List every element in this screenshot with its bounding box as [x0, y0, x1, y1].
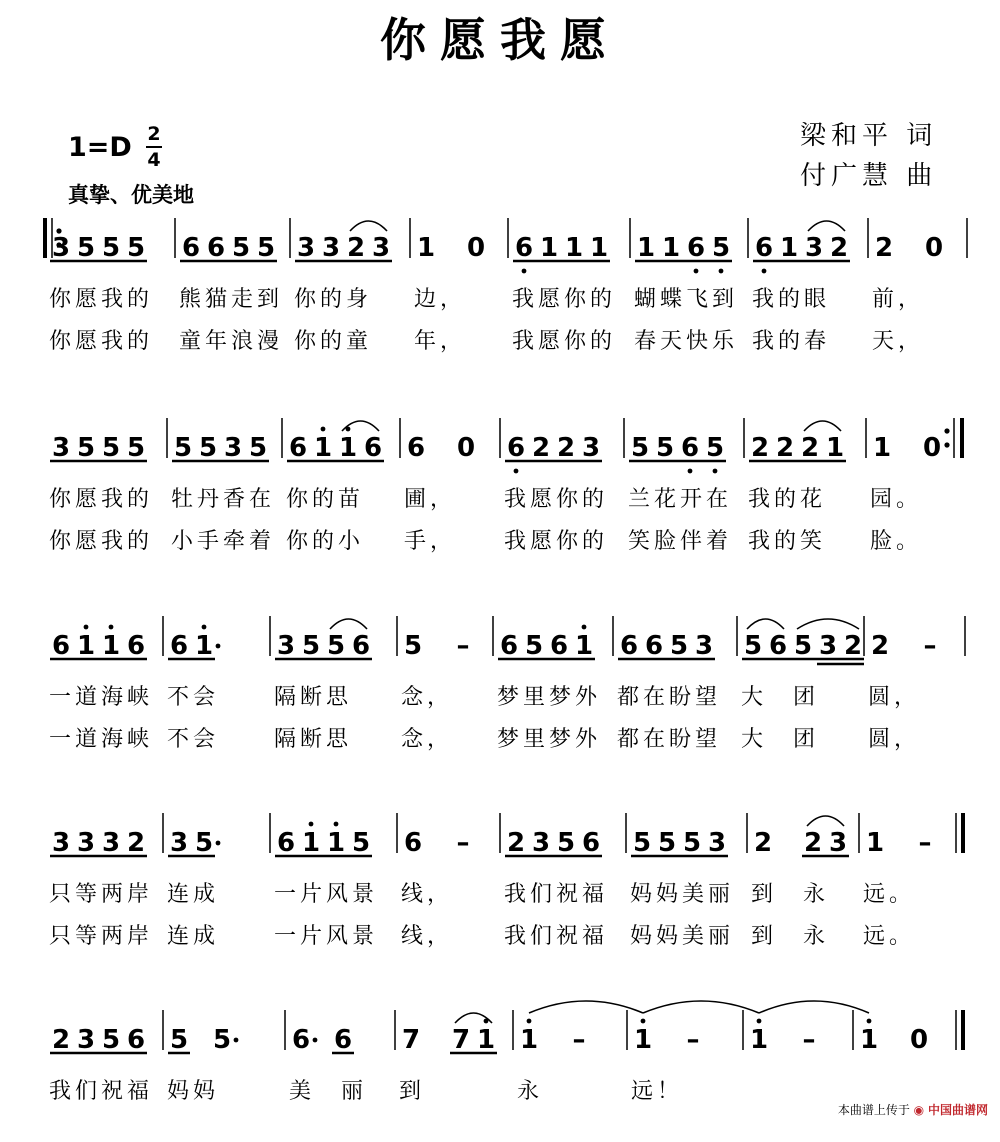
- note-glyph: 1: [589, 233, 609, 263]
- note-glyph: –: [456, 631, 470, 661]
- slur: [330, 619, 367, 629]
- note-glyph: 6: [169, 631, 189, 661]
- note-glyph: 1: [301, 828, 321, 858]
- note-glyph: 6: [768, 631, 788, 661]
- lyric-segment: 妈妈美丽: [630, 924, 735, 949]
- note-glyph: 1: [574, 631, 594, 661]
- augmentation-dot: [216, 644, 221, 649]
- note-glyph: –: [456, 828, 470, 858]
- note-glyph: 5: [212, 1025, 232, 1055]
- note-glyph: 1: [564, 233, 584, 263]
- lyric-segment: 圃，: [404, 487, 457, 512]
- lyric-segment: 到 永: [751, 924, 830, 949]
- note-glyph: 3: [581, 433, 601, 463]
- note-glyph: 5: [101, 433, 121, 463]
- note-glyph: 5: [556, 828, 576, 858]
- note-glyph: 6: [514, 233, 534, 263]
- lyric-segment: 我的眼: [752, 287, 831, 312]
- note-glyph: 6: [291, 1025, 311, 1055]
- note-glyph: 5: [126, 233, 146, 263]
- lyric-segment: 我们祝福: [504, 882, 609, 907]
- note-glyph: 1: [859, 1025, 879, 1055]
- staff-row-3: [0, 598, 1000, 752]
- note-glyph: –: [686, 1025, 700, 1055]
- note-glyph: 2: [775, 433, 795, 463]
- note-glyph: 3: [296, 233, 316, 263]
- tempo-marking: 真挚、优美地: [68, 183, 194, 207]
- lyric-segment: 你的身: [294, 287, 373, 312]
- note-glyph: 3: [76, 1025, 96, 1055]
- note-glyph: 6: [206, 233, 226, 263]
- lyric-segment: 小手牵着: [171, 529, 276, 554]
- note-glyph: 1: [476, 1025, 496, 1055]
- note-glyph: 6: [499, 631, 519, 661]
- low-octave-dot: [762, 269, 767, 274]
- note-glyph: 2: [803, 828, 823, 858]
- note-glyph: 5: [524, 631, 544, 661]
- note-glyph: 5: [248, 433, 268, 463]
- repeat-dot: [944, 428, 949, 433]
- low-octave-dot: [694, 269, 699, 274]
- high-octave-dot: [84, 625, 89, 630]
- lyric-segment: 蝴蝶飞到: [634, 287, 739, 312]
- note-glyph: 5: [655, 433, 675, 463]
- note-glyph: 5: [632, 828, 652, 858]
- note-glyph: 6: [506, 433, 526, 463]
- lyric-segment: 连成: [167, 924, 220, 949]
- footer-brand: 中国曲谱网: [927, 1103, 988, 1117]
- lyric-segment: 远。: [863, 924, 916, 949]
- key-signature: 1=D: [68, 132, 132, 163]
- low-octave-dot: [719, 269, 724, 274]
- note-glyph: 1: [326, 828, 346, 858]
- high-octave-dot: [321, 427, 326, 432]
- note-glyph: 3: [276, 631, 296, 661]
- slur: [797, 619, 859, 629]
- note-glyph: 0: [924, 233, 944, 263]
- note-glyph: 3: [169, 828, 189, 858]
- note-glyph: 5: [101, 1025, 121, 1055]
- lyric-segment: 一片风景: [274, 924, 379, 949]
- lyric-segment: 边，: [414, 287, 467, 312]
- high-octave-dot: [109, 625, 114, 630]
- lyric-segment: 一道海峡: [49, 685, 154, 710]
- high-octave-dot: [334, 822, 339, 827]
- note-glyph: 6: [333, 1025, 353, 1055]
- lyric-segment: 连成: [167, 882, 220, 907]
- note-glyph: 5: [793, 631, 813, 661]
- note-glyph: 2: [843, 631, 863, 661]
- note-glyph: 2: [531, 433, 551, 463]
- lyric-segment: 脸。: [870, 529, 923, 554]
- note-glyph: 2: [126, 828, 146, 858]
- tie: [643, 1001, 759, 1013]
- lyric-segment: 一道海峡: [49, 727, 154, 752]
- lyric-segment: 春天快乐: [634, 329, 739, 354]
- note-glyph: 6: [351, 631, 371, 661]
- lyric-segment: 兰花开在: [628, 487, 733, 512]
- note-glyph: 7: [451, 1025, 471, 1055]
- note-glyph: 5: [198, 433, 218, 463]
- lyric-segment: 你愿我的: [49, 487, 154, 512]
- note-glyph: 3: [223, 433, 243, 463]
- note-glyph: 1: [519, 1025, 539, 1055]
- lyric-segment: 我愿你的: [504, 529, 609, 554]
- lyric-segment: 到 永: [751, 882, 830, 907]
- high-octave-dot: [309, 822, 314, 827]
- lyric-segment: 圆，: [868, 685, 921, 710]
- composer-credit: 付广慧 曲: [800, 161, 938, 191]
- low-octave-dot: [688, 469, 693, 474]
- note-glyph: 6: [363, 433, 383, 463]
- note-glyph: 1: [101, 631, 121, 661]
- note-glyph: 6: [126, 1025, 146, 1055]
- lyric-segment: 大 团: [741, 685, 820, 710]
- note-glyph: 3: [101, 828, 121, 858]
- note-glyph: 3: [707, 828, 727, 858]
- lyric-segment: 熊猫走到: [179, 287, 284, 312]
- note-glyph: 3: [51, 828, 71, 858]
- note-glyph: 1: [749, 1025, 769, 1055]
- lyric-segment: 永: [517, 1079, 544, 1104]
- staff-row-2: [0, 400, 1000, 554]
- note-glyph: 6: [686, 233, 706, 263]
- high-octave-dot: [582, 625, 587, 630]
- staff-row-1: [0, 200, 1000, 354]
- lyric-segment: 线，: [401, 924, 454, 949]
- note-glyph: 3: [321, 233, 341, 263]
- note-glyph: 6: [403, 828, 423, 858]
- note-glyph: 5: [169, 1025, 189, 1055]
- note-glyph: 2: [753, 828, 773, 858]
- lyric-segment: 念，: [401, 685, 454, 710]
- lyric-segment: 你愿我的: [49, 287, 154, 312]
- time-signature: [146, 122, 162, 172]
- lyric-segment: 园。: [870, 487, 923, 512]
- note-glyph: 5: [682, 828, 702, 858]
- lyric-segment: 童年浪漫: [179, 329, 284, 354]
- low-octave-dot: [514, 469, 519, 474]
- lyric-segment: 我的笑: [748, 529, 827, 554]
- note-glyph: 2: [556, 433, 576, 463]
- lyric-segment: 我愿你的: [512, 287, 617, 312]
- note-glyph: 2: [506, 828, 526, 858]
- note-glyph: –: [918, 828, 932, 858]
- note-glyph: 5: [711, 233, 731, 263]
- lyric-segment: 妈妈美丽: [630, 882, 735, 907]
- note-glyph: 0: [456, 433, 476, 463]
- lyricist-credit: 梁和平 词: [800, 121, 938, 151]
- note-glyph: 2: [750, 433, 770, 463]
- lyric-segment: 到: [399, 1079, 426, 1104]
- note-glyph: 6: [644, 631, 664, 661]
- staff-row-4: [0, 795, 1000, 949]
- note-glyph: 5: [256, 233, 276, 263]
- lyric-segment: 线，: [401, 882, 454, 907]
- note-glyph: 3: [694, 631, 714, 661]
- note-glyph: 1: [416, 233, 436, 263]
- lyric-segment: 手，: [404, 529, 457, 554]
- note-glyph: 1: [661, 233, 681, 263]
- note-glyph: 2: [874, 233, 894, 263]
- lyric-segment: 一片风景: [274, 882, 379, 907]
- lyric-segment: 隔断思: [274, 727, 353, 752]
- high-octave-dot: [757, 1019, 762, 1024]
- note-glyph: 3: [371, 233, 391, 263]
- lyric-segment: 牡丹香在: [171, 487, 276, 512]
- note-glyph: 6: [619, 631, 639, 661]
- note-glyph: 6: [181, 233, 201, 263]
- low-octave-dot: [522, 269, 527, 274]
- lyric-segment: 我们祝福: [504, 924, 609, 949]
- note-glyph: 5: [669, 631, 689, 661]
- lyric-segment: 梦里梦外: [497, 727, 602, 752]
- note-glyph: 3: [76, 828, 96, 858]
- lyric-segment: 我的春: [752, 329, 831, 354]
- lyric-segment: 妈妈: [167, 1079, 220, 1104]
- lyric-segment: 我们祝福: [49, 1079, 154, 1104]
- note-glyph: 1: [313, 433, 333, 463]
- note-glyph: 1: [633, 1025, 653, 1055]
- high-octave-dot: [641, 1019, 646, 1024]
- song-title: 你愿我愿: [380, 13, 620, 67]
- note-glyph: 1: [865, 828, 885, 858]
- note-glyph: 1: [76, 631, 96, 661]
- note-glyph: 1: [338, 433, 358, 463]
- note-glyph: 6: [581, 828, 601, 858]
- high-octave-dot: [202, 625, 207, 630]
- augmentation-dot: [216, 841, 221, 846]
- high-octave-dot: [867, 1019, 872, 1024]
- augmentation-dot: [234, 1038, 239, 1043]
- note-glyph: 5: [76, 233, 96, 263]
- note-glyph: 5: [173, 433, 193, 463]
- note-glyph: 5: [705, 433, 725, 463]
- lyric-segment: 远！: [631, 1079, 684, 1104]
- lyric-segment: 圆，: [868, 727, 921, 752]
- lyric-segment: 只等两岸: [49, 882, 154, 907]
- lyric-segment: 大 团: [741, 727, 820, 752]
- footer: [838, 1101, 988, 1118]
- note-glyph: 6: [276, 828, 296, 858]
- note-glyph: 2: [800, 433, 820, 463]
- note-glyph: 6: [126, 631, 146, 661]
- repeat-dot: [944, 442, 949, 447]
- note-glyph: 5: [657, 828, 677, 858]
- lyric-segment: 你愿我的: [49, 329, 154, 354]
- note-glyph: 3: [51, 433, 71, 463]
- note-glyph: 6: [754, 233, 774, 263]
- note-glyph: 2: [51, 1025, 71, 1055]
- lyric-segment: 笑脸伴着: [628, 529, 733, 554]
- note-glyph: 3: [828, 828, 848, 858]
- lyric-segment: 只等两岸: [49, 924, 154, 949]
- lyric-segment: 美 丽: [289, 1079, 368, 1104]
- lyric-segment: 前，: [872, 287, 925, 312]
- note-glyph: 6: [406, 433, 426, 463]
- lyric-segment: 年，: [414, 329, 467, 354]
- note-glyph: 6: [549, 631, 569, 661]
- note-glyph: –: [572, 1025, 586, 1055]
- note-glyph: –: [923, 631, 937, 661]
- slur: [350, 221, 387, 231]
- lyric-segment: 我的花: [748, 487, 827, 512]
- note-glyph: 1: [825, 433, 845, 463]
- note-glyph: 3: [804, 233, 824, 263]
- note-glyph: 5: [301, 631, 321, 661]
- note-glyph: 5: [194, 828, 214, 858]
- lyric-segment: 不会: [167, 685, 220, 710]
- note-glyph: 5: [231, 233, 251, 263]
- note-glyph: 0: [466, 233, 486, 263]
- lyric-segment: 不会: [167, 727, 220, 752]
- staff-row-5: [0, 992, 1000, 1142]
- lyric-segment: 你的小: [286, 529, 365, 554]
- note-glyph: 7: [401, 1025, 421, 1055]
- note-glyph: 6: [288, 433, 308, 463]
- footer-logo-icon: ◉: [913, 1103, 925, 1117]
- lyric-segment: 我愿你的: [512, 329, 617, 354]
- lyric-segment: 远。: [863, 882, 916, 907]
- lyric-segment: 都在盼望: [617, 685, 722, 710]
- high-octave-dot: [527, 1019, 532, 1024]
- low-octave-dot: [713, 469, 718, 474]
- note-glyph: 1: [779, 233, 799, 263]
- staff-svg: [0, 992, 1000, 1142]
- note-glyph: 2: [870, 631, 890, 661]
- note-glyph: 5: [126, 433, 146, 463]
- note-glyph: 5: [351, 828, 371, 858]
- note-glyph: 5: [76, 433, 96, 463]
- augmentation-dot: [313, 1038, 318, 1043]
- tie: [529, 1001, 643, 1013]
- note-glyph: 1: [194, 631, 214, 661]
- note-glyph: 5: [101, 233, 121, 263]
- time-signature-bottom: 4: [146, 146, 162, 172]
- note-glyph: 6: [680, 433, 700, 463]
- note-glyph: 6: [51, 631, 71, 661]
- note-glyph: 2: [829, 233, 849, 263]
- note-glyph: –: [802, 1025, 816, 1055]
- lyric-segment: 天，: [872, 329, 925, 354]
- lyric-segment: 隔断思: [274, 685, 353, 710]
- note-glyph: 0: [909, 1025, 929, 1055]
- slur: [808, 221, 845, 231]
- lyric-segment: 你的童: [294, 329, 373, 354]
- lyric-segment: 我愿你的: [504, 487, 609, 512]
- note-glyph: 5: [326, 631, 346, 661]
- lyric-segment: 你的苗: [286, 487, 365, 512]
- lyric-segment: 念，: [401, 727, 454, 752]
- note-glyph: 0: [922, 433, 942, 463]
- note-glyph: 1: [872, 433, 892, 463]
- note-glyph: 5: [403, 631, 423, 661]
- time-signature-top: 2: [147, 123, 161, 145]
- note-glyph: 3: [531, 828, 551, 858]
- lyric-segment: 都在盼望: [617, 727, 722, 752]
- slur: [804, 421, 841, 431]
- note-glyph: 5: [630, 433, 650, 463]
- note-glyph: 3: [51, 233, 71, 263]
- note-glyph: 1: [636, 233, 656, 263]
- footer-text: 本曲谱上传于: [837, 1103, 910, 1117]
- slur: [747, 619, 784, 629]
- note-glyph: 3: [818, 631, 838, 661]
- note-glyph: 2: [346, 233, 366, 263]
- lyric-segment: 梦里梦外: [497, 685, 602, 710]
- lyric-segment: 你愿我的: [49, 529, 154, 554]
- note-glyph: 5: [743, 631, 763, 661]
- note-glyph: 1: [539, 233, 559, 263]
- slur: [807, 816, 844, 826]
